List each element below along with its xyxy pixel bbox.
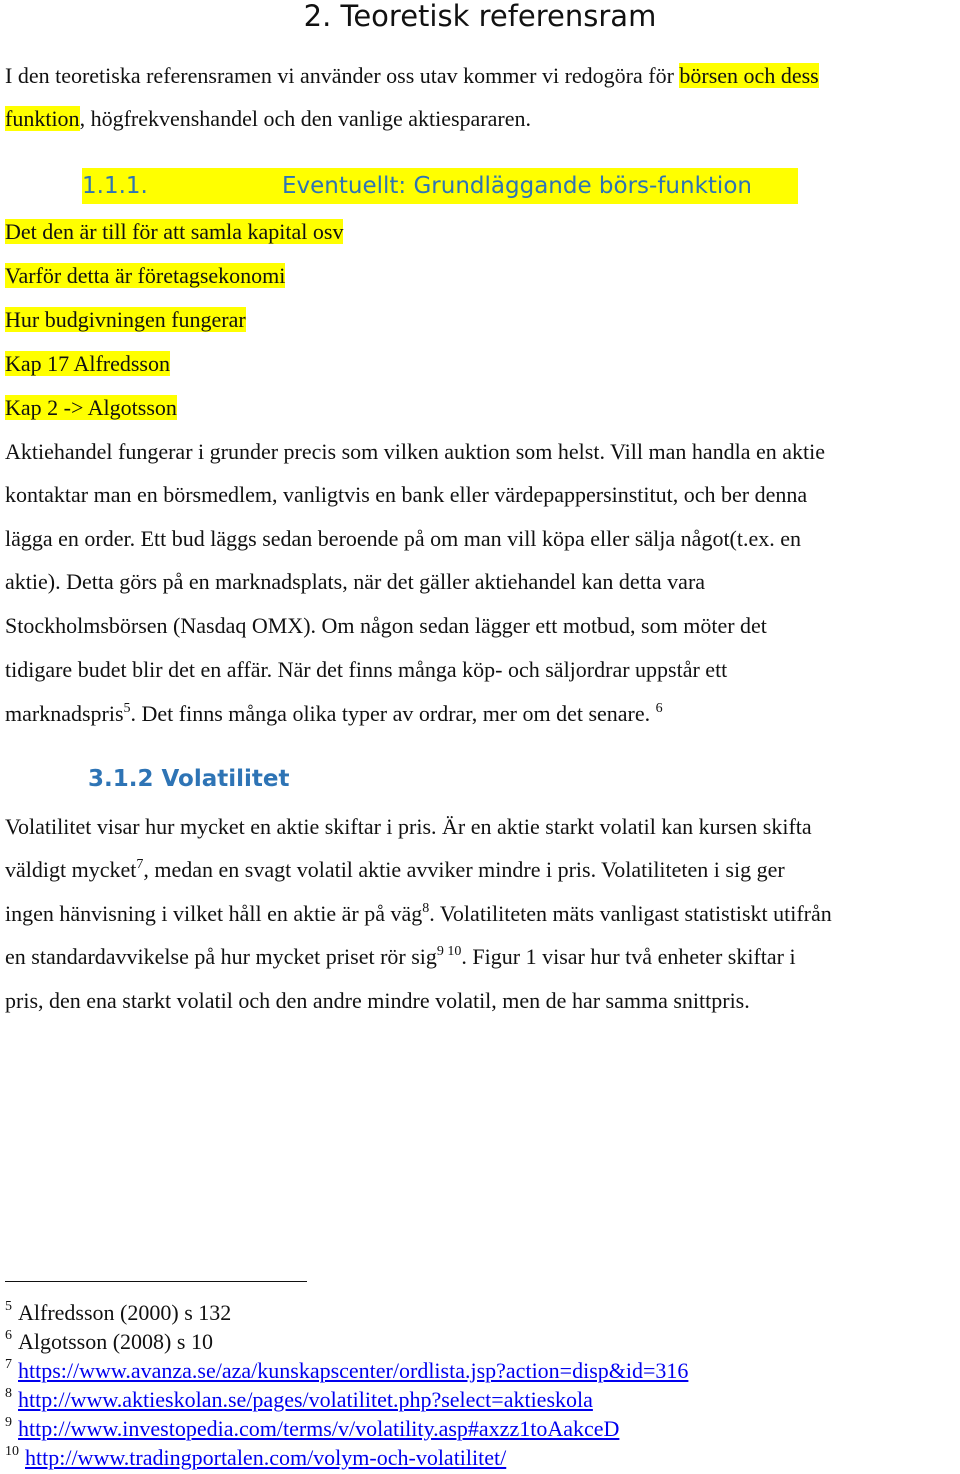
body-line: pris, den ena starkt volatil och den andre mindre volatil, men de har samma snittpris. bbox=[5, 988, 750, 1013]
intro-text: , högfrekvenshandel och den vanlige aktiespararen. bbox=[79, 106, 531, 131]
highlighted-text: börsen och dess bbox=[679, 63, 819, 88]
body-line: kontaktar man en börsmedlem, vanligtvis en bank eller värdepappersinstitut, och ber denna bbox=[5, 482, 808, 507]
footnote-text: Alfredsson (2000) s 132 bbox=[18, 1300, 232, 1325]
footnote bbox=[5, 1386, 593, 1414]
footnote-link[interactable]: http://www.tradingportalen.com/volym-och-volatilitet/ bbox=[25, 1445, 507, 1470]
footnote-text: Algotsson (2008) s 10 bbox=[18, 1329, 213, 1354]
footnote-link[interactable]: http://www.investopedia.com/terms/v/volatility.asp#axzz1toAakceD bbox=[18, 1416, 620, 1441]
footnote-link[interactable]: http://www.aktieskolan.se/pages/volatilitet.php?select=aktieskola bbox=[18, 1387, 593, 1412]
footnote-link[interactable]: https://www.avanza.se/aza/kunskapscenter/ordlista.jsp?action=disp&id=316 bbox=[18, 1358, 689, 1383]
body-line: Stockholmsbörsen (Nasdaq OMX). Om någon sedan lägger ett motbud, som möter det bbox=[5, 613, 767, 638]
body-line: Volatilitet visar hur mycket en aktie skiftar i pris. Är en aktie starkt volatil kan kursen skifta bbox=[5, 814, 812, 839]
footnote-ref[interactable]: 9 10 bbox=[436, 944, 462, 959]
body-line: lägga en order. Ett bud läggs sedan beroende på om man vill köpa eller sälja något(t.ex. en bbox=[5, 526, 802, 551]
footnote-number: 7 bbox=[5, 1357, 12, 1372]
footnote-number: 9 bbox=[5, 1415, 12, 1430]
footnote bbox=[5, 1328, 213, 1356]
footnote-number: 8 bbox=[5, 1386, 12, 1401]
section-number: 1.1.1. bbox=[82, 173, 148, 199]
footnote-ref[interactable]: 8 bbox=[422, 901, 430, 916]
body-line: Aktiehandel fungerar i grunder precis som vilken auktion som helst. Vill man handla en aktie bbox=[5, 439, 826, 464]
note-line: Kap 2 -> Algotsson bbox=[5, 395, 177, 420]
footnote-number: 5 bbox=[5, 1299, 12, 1314]
footnote-number: 10 bbox=[5, 1444, 19, 1459]
note-line: Det den är till för att samla kapital osv bbox=[5, 219, 344, 244]
note-line: Kap 17 Alfredsson bbox=[5, 351, 170, 376]
section-heading-111 bbox=[82, 168, 798, 204]
body-line: väldigt mycket$^7$, medan en svagt volatil aktie avviker mindre i pris. Volatiliteten i sig ger bbox=[5, 857, 785, 882]
intro-line-2 bbox=[5, 104, 531, 134]
footnote bbox=[5, 1299, 231, 1327]
footnote-number: 6 bbox=[5, 1328, 12, 1343]
body-line: en standardavvikelse på hur mycket priset rör sig$^{9 10}$. Figur 1 visar hur två enheter skiftar i bbox=[5, 944, 796, 969]
body-line: tidigare budet blir det en affär. När det finns många köp- och säljordrar uppstår ett bbox=[5, 657, 728, 682]
intro-line-1 bbox=[5, 61, 819, 91]
footnote-ref[interactable]: 7 bbox=[136, 857, 144, 872]
body-line: ingen hänvisning i vilket håll en aktie är på väg$^8$. Volatiliteten mäts vanligast statistiskt utifrån bbox=[5, 901, 832, 926]
intro-text: I den teoretiska referensramen vi använder oss utav kommer vi redogöra för bbox=[5, 63, 680, 88]
body-line: aktie). Detta görs på en marknadsplats, när det gäller aktiehandel kan detta vara bbox=[5, 569, 706, 594]
footnote-ref[interactable]: 5 bbox=[123, 701, 131, 716]
footnote-separator bbox=[5, 1281, 307, 1282]
note-line: Hur budgivningen fungerar bbox=[5, 307, 246, 332]
chapter-heading: 2. Teoretisk referensram bbox=[303, 0, 657, 33]
footnote bbox=[5, 1357, 688, 1385]
highlighted-text: funktion bbox=[5, 106, 80, 131]
body-line: marknadspris$^5$. Det finns många olika typer av ordrar, mer om det senare. $^6$ bbox=[5, 701, 663, 726]
footnote bbox=[5, 1415, 619, 1443]
footnote-ref[interactable]: 6 bbox=[655, 701, 663, 716]
section-title: Eventuellt: Grundläggande börs-funktion bbox=[282, 173, 752, 199]
section-heading-312: 3.1.2 Volatilitet bbox=[88, 766, 290, 792]
footnote bbox=[5, 1444, 506, 1472]
note-line: Varför detta är företagsekonomi bbox=[5, 263, 286, 288]
